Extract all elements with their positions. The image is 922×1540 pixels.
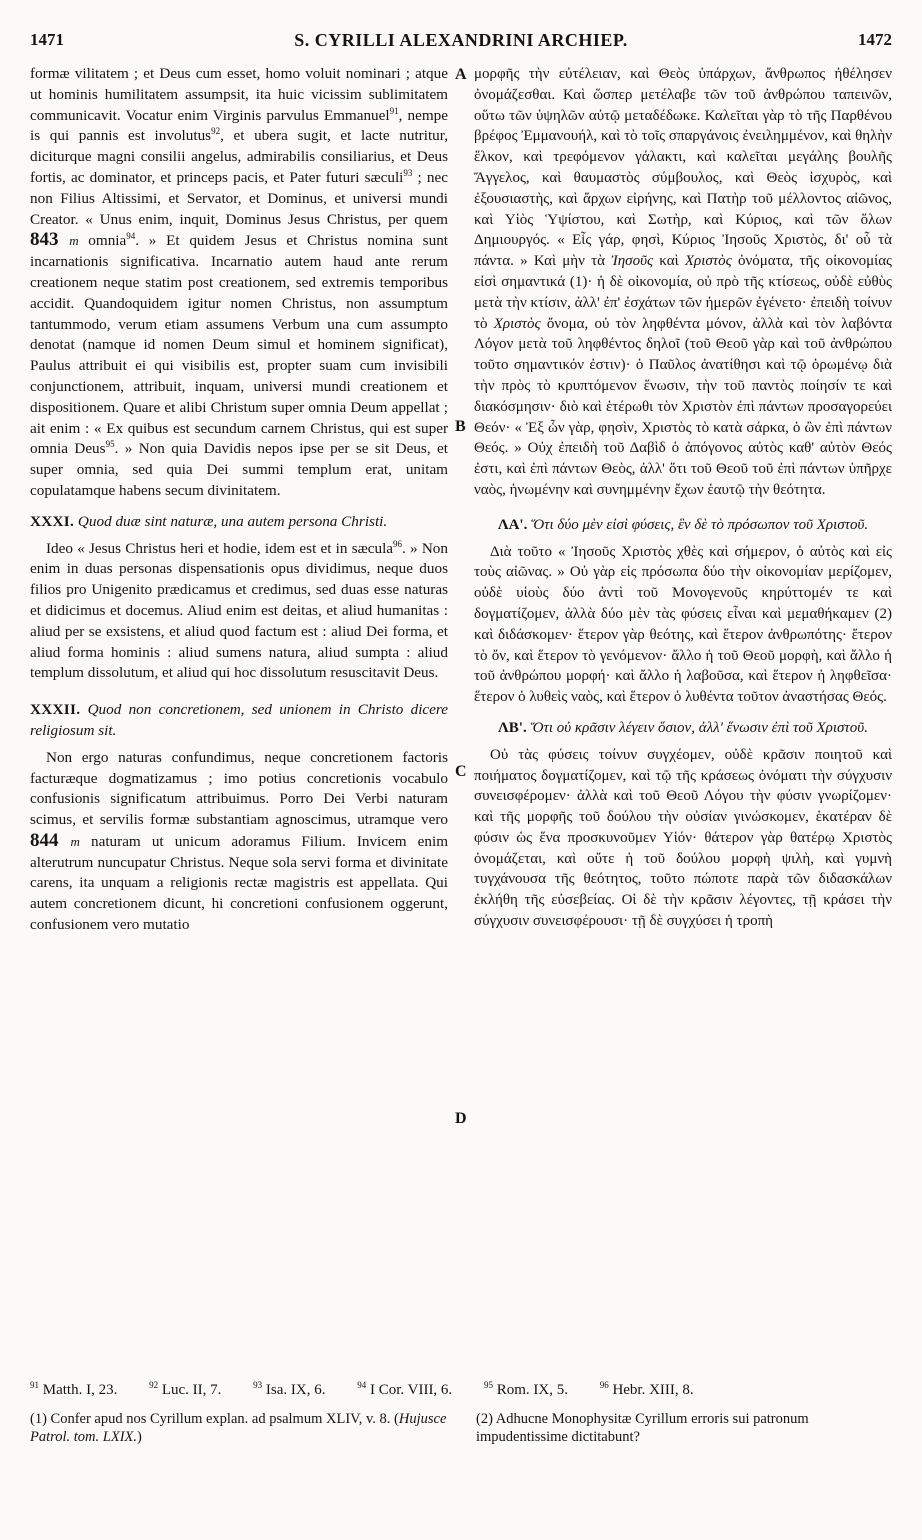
greek-paragraph-1: μορφῆς τὴν εὐτέλειαν, καὶ Θεὸς ὑπάρχων, ἄνθρωπος ἠθέλησεν ὀνομάζεσθαι. Καὶ ὥσπερ μετέλαβε τῶν τοῦ ἀνθρώπου ταπεινῶν, οὕτω τῶν ὑψηλῶν αὐτῷ μεταδέδωκε. Καλεῖται γὰρ τὸ τῆς Παρθένου βρέφος Ἐμμανουήλ, καὶ τὸ τοῖς σπαργάνοις ἐνειλημμένον, καὶ θηλὴν ἕλκον, καὶ τρεφόμενον γάλακτι, καὶ καλεῖται μεγάλης βουλῆς Ἄγγελος, καὶ θαυμαστὸς σύμβουλος, καὶ Θεὸς ἰσχυρὸς, καὶ ἐξουσιαστὴς, καὶ ἄρχων εἰρήνης, καὶ Πατὴρ τοῦ μέλλοντος αἰῶνος, καὶ Υἱὸς Ὑψίστου, καὶ Σωτὴρ, καὶ Κύριος, καὶ τῶν ὅλων Δημιουργός. « Εἷς γάρ, φησὶ, Κύριος Ἰησοῦς Χριστὸς, δι' οὗ τὰ πάντα. » Καὶ μὴν τὰ Ἰησοῦς καὶ Χριστὸς ὀνόματα, τῆς οἰκονομίας εἰσὶ σημαντικά (1)· ἡ δὲ οἰκονομία, οὐ πρὸ τῆς κτίσεως, οὐδὲ εὐθὺς μετὰ τὴν κτίσιν, ἀλλ' ἐπ' ἐσχάτων τῶν ἡμερῶν ἐγένετο· ἐπειδὴ τοίνυν τὸ Χριστὸς ὄνομα, οὐ τὸν ληφθέντα μόνον, ἀλλὰ καὶ τὸν λαβόντα Λόγον μετὰ τοῦ ληφθέντος δηλοῖ (τοῦ Θεοῦ γὰρ καὶ τοῦ ἀνθρώπου τοῦτο σημαντικόν ἐστιν)· ὁ Παῦλος ἀνατίθησι καὶ τῷ ὁρωμένῳ διὰ τὴν πρὸς τὸ κρυπτόμενον ἕνωσιν, τὴν τοῦ παντὸς ποίησίν τε καὶ διακόσμησιν· διὸ καὶ ἑτέρωθι τὸν Χριστὸν ἐπὶ πάντων προσαγορεύει Θεόν· « Ἐξ ὧν γὰρ, φησὶν, Χριστὸς τὸ κατὰ σάρκα, ὁ ὢν ἐπὶ πάντων Θεός. » Οὐχ ἐπειδὴ τοῦ Δαβὶδ ὁ ἀπόγονος αὐτὸς καθ' αὐτὸν Θεός ἐστι, καὶ ἐπὶ πάντων Θεὸς, ἀλλ' ὅτι τοῦ Θεοῦ τοῦ ἐπὶ πάντων ὑπῆρχε ναὸς, ἡνωμένην καὶ συνημμένην ἔχων ἑαυτῷ τὴν θεότητα. — [474, 66, 892, 498]
greek-paragraph-2: Διὰ τοῦτο « Ἰησοῦς Χριστὸς χθὲς καὶ σήμερον, ὁ αὐτὸς καὶ εἰς τοὺς αἰῶνας. » Οὐ γὰρ εἰς πρόσωπα δύο τὴν οἰκονομίαν μερίζομεν, οὐδὲ υἱοὺς δύο ἀντὶ τοῦ Μονογενοῦς κηρύττομέν τε καὶ δογματίζομεν, ἀλλὰ δύο μὲν τὰς φύσεις εἶναι καὶ μεμαθήκαμεν (2) καὶ διδάσκομεν· ἕτερον γὰρ θεότης, καὶ ἕτερον ἀνθρωπότης· ἕτερον τὸ ὄν, καὶ ἕτερον τὸ γενόμενον· ἄλλο ἡ τοῦ Θεοῦ μορφὴ, καὶ ἄλλο ἡ τοῦ ἀνθρώπου μορφή· καὶ ἄλλο ἡ λαβοῦσα, καὶ ἕτερον ἡ ληφθεῖσα· ἕτερον ὁ λυθεὶς ναὸς, καὶ ἕτερον ὁ λυθέντα τοῦτον ἀναστήσας Θεός. — [474, 543, 892, 706]
margin-letter-c: C — [455, 763, 467, 780]
latin-paragraph-2: Ideo « Jesus Christus heri et hodie, idem est et in sæcula$^{96}$. » Non enim in duas personas dispensationis opus dividimus, neque duos filios pro Unigenito prædicamus et credimus, sed duas esse naturas et didicimus et docemus. Aliud enim est deitas, et aliud humanitas : aliud per se exsistens, et aliud quod factum est : aliud Dei forma, et aliud forma hominis : aliud sumens natura, aliud sumpta : aliud templum dissolutum, et aliud qui hoc dissolutum resuscitavit Deus. — [30, 538, 448, 682]
footnote-2: (2) Adhucne Monophysitæ Cyrillum erroris sui patronum impudentissime dictitabunt? — [476, 1411, 809, 1445]
bible-ref: $^{94}$ I Cor. VIII, 6. — [357, 1380, 453, 1398]
latin-paragraph-1: formæ vilitatem ; et Deus cum esset, homo voluit nominari ; atque ut hominis humilitatem assumpsit, ita huic vicissim sublimitatem communicavit. Vocatur enim Virginis parvulus Emmanuel$^{91}$, nempe is qui pannis est involutus$^{92}$, et ubera sugit, et lacte nutritur, diciturque magni consilii angelus, admirabilis consiliarius, et Deus fortis, ac dominator, et princeps pacis, et Pater futuri sæculi$^{93}$ ; nec non Filius Altissimi, et Servator, et Dominus, et universi mundi Creator. « Unus enim, inquit, Dominus Jesus Christus, per quem 843 m omnia$^{94}$. » Et quidem Jesus et Christus nomina sunt incarnationis significativa. Incarnatio autem haud ante rerum creationem neque statim post creationem, sed extremis temporibus accidit. Quandoquidem igitur nomen Christus, non assumptum tantummodo, verum etiam assumens Verbum una cum assumpto denotat (namque id nomen Deum simul et hominem significat), Paulus attribuit ei qui visibilis est, propter suam cum invisibili conjunctionem, attribuit, inquam, universi mundi creationem et dispositionem. Quare et alibi Christum super omnia Deum appellat ; ait enim : « Ex quibus est secundum carnem Christus, qui est super omnia Deus$^{95}$. » Non quia Davidis nepos ipse per se sit Deus, et super omnia, sed quia Dei summi templum erat, unitam copulatamque habens secum divinitatem. — [30, 65, 448, 499]
bible-references — [30, 1380, 892, 1399]
greek-column — [474, 64, 892, 1374]
footnote-1: (1) Confer apud nos Cyrillum explan. ad psalmum XLIV, v. 8. (Hujusce Patrol. tom. LXIX.) — [30, 1411, 447, 1445]
page-number-right: 1472 — [858, 30, 892, 49]
greek-chapter-heading-32: ΛΒ'. Ὅτι οὐ κρᾶσιν λέγειν ὅσιον, ἀλλ' ἕνωσιν ἐπὶ τοῦ Χριστοῦ. — [498, 719, 868, 736]
margin-letter-d: D — [455, 1110, 467, 1127]
bible-ref: $^{93}$ Isa. IX, 6. — [253, 1380, 326, 1398]
bible-ref: $^{92}$ Luc. II, 7. — [149, 1380, 222, 1398]
bible-ref: $^{95}$ Rom. IX, 5. — [483, 1380, 568, 1398]
greek-chapter-heading-31: ΛΑ'. Ὅτι δύο μὲν εἰσὶ φύσεις, ἓν δὲ τὸ πρόσωπον τοῦ Χριστοῦ. — [497, 516, 869, 533]
running-title: S. CYRILLI ALEXANDRINI ARCHIEP. — [294, 30, 628, 50]
latin-column — [30, 64, 448, 1374]
footnote-ref: 91 — [389, 105, 399, 116]
migne-page-number: 843 m — [30, 229, 79, 251]
footnote-ref: 92 — [211, 126, 221, 137]
margin-letter-b: B — [455, 418, 466, 435]
margin-letter-a: A — [455, 66, 467, 83]
bible-ref: $^{96}$ Hebr. XIII, 8. — [599, 1380, 694, 1398]
page-header — [30, 30, 892, 54]
chapter-heading-32: XXXII. Quod non concretionem, sed unionem in Christo dicere religiosum sit. — [30, 701, 448, 739]
footnote-ref: 94 — [126, 231, 136, 242]
chapter-heading-31: XXXI. Quod duæ sint naturæ, una autem persona Christi. — [30, 512, 388, 530]
footnote-ref: 93 — [403, 167, 413, 178]
migne-page-number: 844 m — [30, 829, 80, 851]
latin-paragraph-3: Non ergo naturas confundimus, neque concretionem factoris facturæque dogmatizamus ; imo potius concretionis vocabulo confusionis significatum attribuimus. Porro Dei Verbi naturam scimus, et servilis formæ substantiam agnoscimus, utramque vero 844 m naturam ut unicum adoramus Filium. Invicem enim alterutrum nuncupatur Christus. Neque sola servi forma et divinitate carens, ita unquam a religionis rectæ magistris est appellata. Qui autem concretionem dicunt, hi concretioni confusionem oggerunt, confusionem vero mutatio — [30, 748, 448, 934]
page-number-left: 1471 — [30, 30, 64, 49]
bible-ref: $^{91}$ Matth. I, 23. — [30, 1380, 118, 1398]
greek-paragraph-3: Οὐ τὰς φύσεις τοίνυν συγχέομεν, οὐδὲ κρᾶσιν ποιητοῦ καὶ ποιήματος δογματίζομεν, καὶ τῷ τῆς κράσεως ὀνόματι τὴν σύγχυσιν συνεισφέρομεν· ἀλλὰ καὶ τοῦ Θεοῦ Λόγου τὴν φύσιν γνωρίζομεν· καὶ τῆς μορφῆς τοῦ δούλου τὴν οὐσίαν γινώσκομεν, ἑκατέραν δὲ φύσιν ὡς ἕνα προσκυνοῦμεν Υἱόν· θάτερον γὰρ θατέρῳ Χριστὸς ὀνομάζεται, καὶ οὔτε ἡ τοῦ δούλου μορφὴ ψιλὴ, καὶ γυμνὴ τυγχάνουσα τῆς θεότητος, τοῦτο πώποτε παρὰ τῶν διδασκάλων ἐκλήθη τῆς εὐσεβείας. Οἱ δὲ τὴν κρᾶσιν λέγοντες, τῇ κράσει τὴν σύγχυσιν συνεισφέρουσι· τῇ δὲ συγχύσει ἡ τροπὴ — [474, 746, 892, 930]
footnote-ref: 96 — [393, 538, 403, 549]
footnote-ref: 95 — [105, 439, 115, 450]
